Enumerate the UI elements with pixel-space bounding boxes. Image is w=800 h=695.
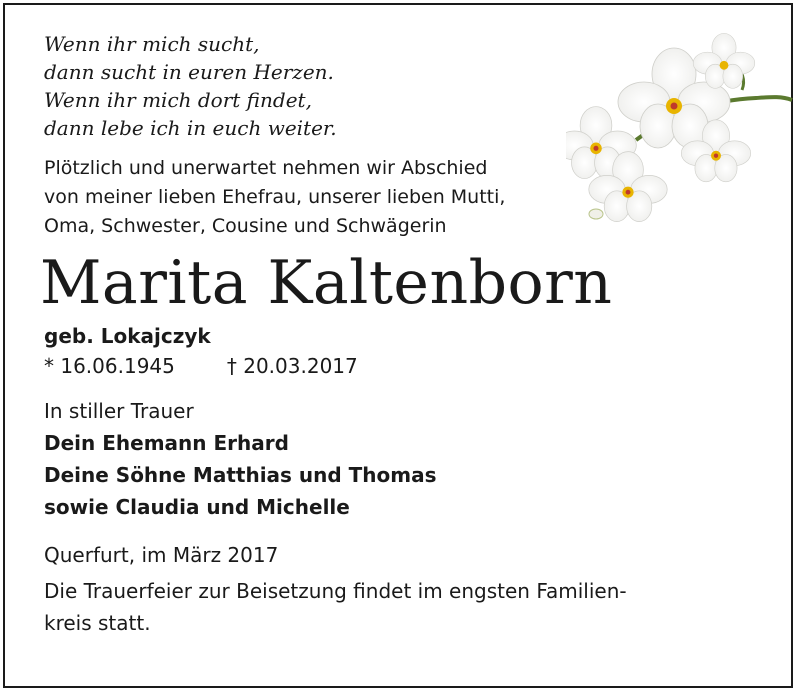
maiden-name: geb. Lokajczyk [44,324,211,348]
poem-line: dann lebe ich in euch weiter. [44,116,337,140]
funeral-line: Die Trauerfeier zur Beisetzung findet im engsten Familien- [44,579,627,603]
funeral-line: kreis statt. [44,611,151,635]
mourning-intro: In stiller Trauer [44,399,194,423]
mourner-line: sowie Claudia und Michelle [44,495,350,519]
mourner-line: Dein Ehemann Erhard [44,431,289,455]
place-date: Querfurt, im März 2017 [44,543,279,567]
deceased-name: Marita Kaltenborn [40,248,613,318]
intro-line: von meiner lieben Ehefrau, unserer lieben Mutti, [44,186,506,208]
intro-line: Oma, Schwester, Cousine und Schwägerin [44,215,447,237]
birth-date: * 16.06.1945 [44,354,175,378]
death-date: † 20.03.2017 [226,354,358,378]
obituary-content [40,30,764,639]
life-dates [44,351,764,381]
farewell-intro [44,154,764,241]
mourner-line: Deine Söhne Matthias und Thomas [44,463,437,487]
poem-line: dann sucht in euren Herzen. [44,60,334,84]
mourners-list [44,427,764,523]
poem-line: Wenn ihr mich dort findet, [44,88,312,112]
memorial-poem [44,30,764,142]
poem-line: Wenn ihr mich sucht, [44,32,260,56]
funeral-notice [44,575,764,639]
intro-line: Plötzlich und unerwartet nehmen wir Abschied [44,157,488,179]
